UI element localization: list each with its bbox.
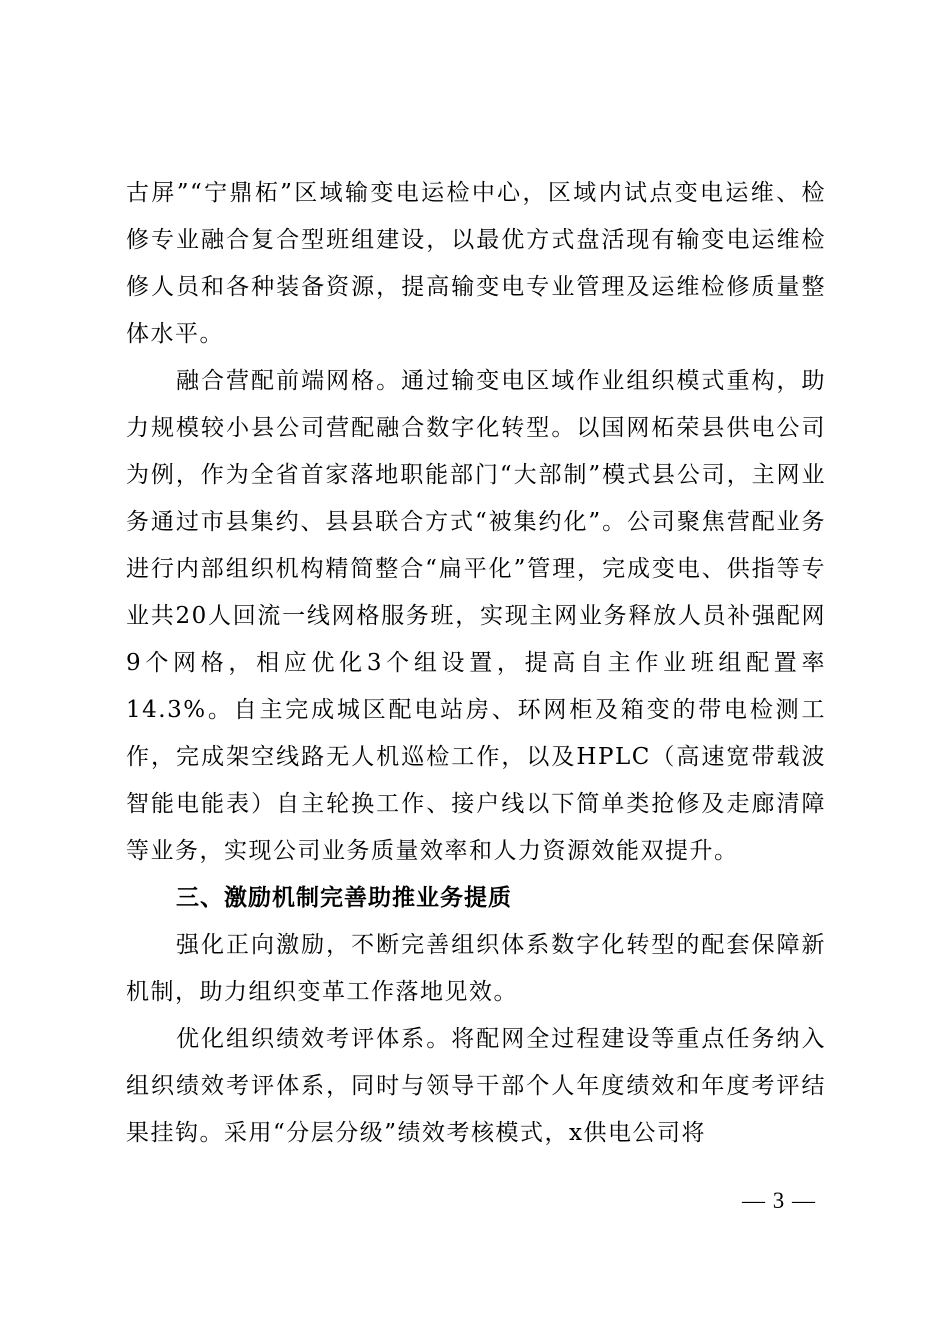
paragraph-grid-integration: 融合营配前端网格。通过输变电区域作业组织模式重构，助力规模较小县公司营配融合数字化转型。以国网柘荣县供电公司为例，作为全省首家落地职能部门“大部制”模式县公司，主网业务通过市县集约、县县联合方式“被集约化”。公司聚焦营配业务进行内部组织机构精简整合“扁平化”管理，完成变电、供指等专业共20人回流一线网格服务班，实现主网业务释放人员补强配网9个网格，相应优化3个组设置，提高自主作业班组配置率14.3%。自主完成城区配电站房、环网柜及箱变的带电检测工作，完成架空线路无人机巡检工作，以及HPLC（高速宽带载波智能电能表）自主轮换工作、接户线以下简单类抢修及走廊清障等业务，实现公司业务质量效率和人力资源效能双提升。 [126,368,826,864]
paragraph-incentive-intro: 强化正向激励，不断完善组织体系数字化转型的配套保障新机制，助力组织变革工作落地见效。 [126,932,826,1005]
page-number: — 3 — [742,1188,816,1213]
paragraph-performance-evaluation: 优化组织绩效考评体系。将配网全过程建设等重点任务纳入组织绩效考评体系，同时与领导干部个人年度绩效和年度考评结果挂钩。采用“分层分级”绩效考核模式，x供电公司将 [126,1026,826,1146]
section-heading: 三、激励机制完善助推业务提质 [176,885,512,911]
body-text [126,170,826,1157]
paragraph-continued: 古屏”“宁鼎柘”区域输变电运检中心，区域内试点变电运维、检修专业融合复合型班组建设，以最优方式盘活现有输变电运维检修人员和各种装备资源，提高输变电专业管理及运维检修质量整体水平。 [126,180,826,347]
